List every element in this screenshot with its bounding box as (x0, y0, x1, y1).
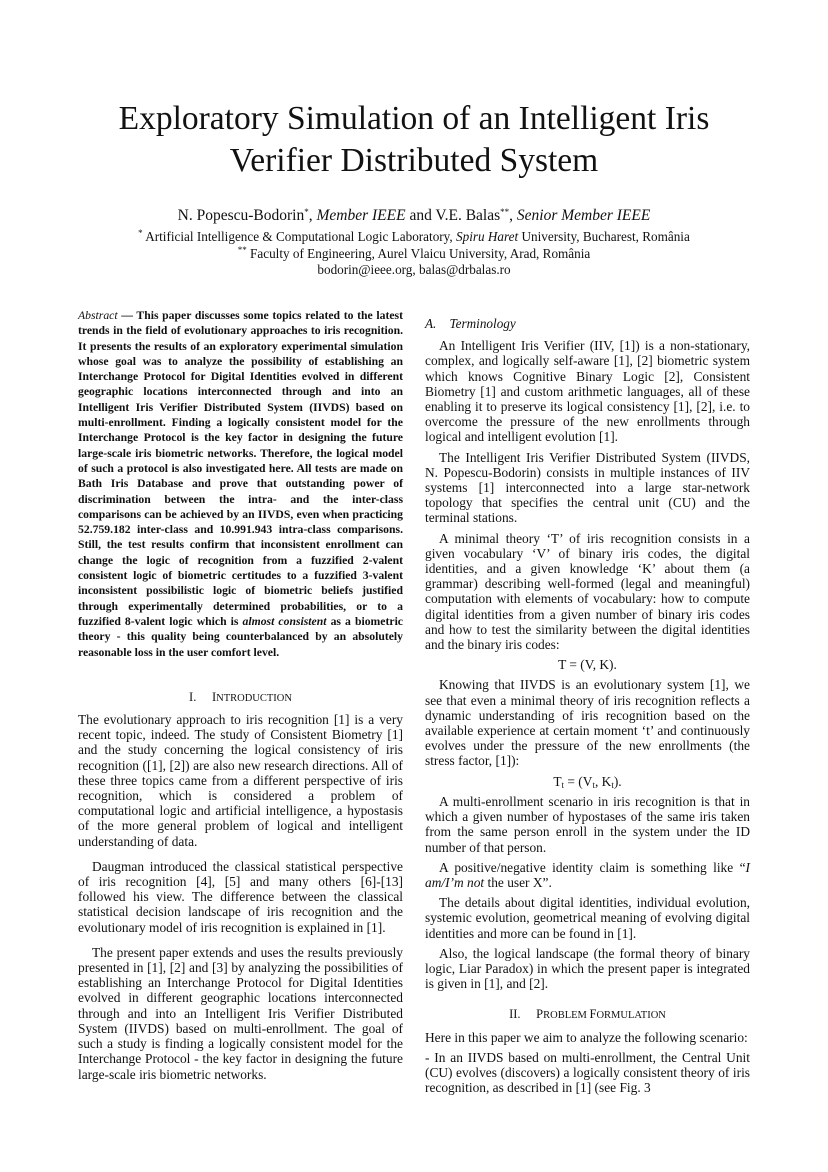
author-emails: bodorin@ieee.org, balas@drbalas.ro (317, 262, 511, 277)
paper-title (60, 98, 768, 182)
affiliation-2: ** Faculty of Engineering, Aurel Vlaicu University, Arad, România (237, 244, 591, 261)
formula-theory: T = (V, K). (558, 657, 617, 673)
affiliation-2-mark: ** (237, 244, 247, 255)
affiliations (40, 229, 788, 279)
terminology-paragraph-8: Also, the logical landscape (the formal theory of binary logic, Liar Paradox) in which the present paper is integrated is given in [1], and [2]. (425, 945, 750, 992)
problem-paragraph-2: - In an IIVDS based on multi-enrollment, the Central Unit (CU) evolves (discovers) a logically consistent theory of iris recognition, as described in [1] (see Fig. 3 (425, 1049, 750, 1096)
author-2-name: V.E. Balas (435, 207, 501, 224)
subsection-heading-terminology: A. Terminology (425, 316, 516, 331)
intro-paragraph-2: Daugman introduced the classical statistical perspective of iris recognition [4], [5] and many others [6]-[13] followed his view. The difference between the classical statistical decision landscape of iris recognition and the evolutionary model of iris recognition is explained in [1]. (78, 858, 403, 935)
left-column (78, 305, 403, 1087)
right-column (425, 305, 750, 1100)
abstract: Abstract — This paper discusses some topics related to the latest trends in the field of evolutionary approaches to iris recognition. It presents the results of an exploratory experimental simulation whose goal was to analyze the possibility of establishing an Interchange Protocol for Digital Identities evolved in different geographic locations interconnected through and into an Intelligent Iris Verifier Distributed System (IIVDS) based on multi-enrollment. Finding a logically consistent model for the Interchange Protocol is the key factor in designing the future large-scale iris biometric networks. Therefore, the logical model of such a protocol is also investigated here. All tests are made on Bath Iris Database and prove that outstanding power of discrimination between the intra- and the inter-class comparisons can be achieved by an IIVDS, even when practicing 52.759.182 inter-class and 10.991.943 intra-class comparisons. Still, the test results confirm that inconsistent enrollment can change the logic of recognition from a fuzzified 2-valent consistent logic of biometric certitudes to a fuzzified 3-valent inconsistent possibilistic logic of biometric beliefs justified through experimentally determined probabilities, or to a fuzzified 8-valent logic which is almost consistent as a biometric theory - this quality being counterbalanced by an absolutely reasonable loss in the user comfort level. (78, 309, 403, 659)
problem-paragraph-1: Here in this paper we aim to analyze the following scenario: (425, 1029, 748, 1045)
author-1-role: Member IEEE (316, 207, 406, 224)
author-and: and (405, 207, 436, 224)
section-heading-introduction: I. INTRODUCTION (189, 689, 292, 704)
author-2-role: Senior Member IEEE (516, 207, 651, 224)
abstract-label: Abstract (78, 309, 118, 322)
terminology-paragraph-7: The details about digital identities, individual evolution, systemic evolution, geometrical meaning of evolving digital identities and more can be found in [1]. (425, 895, 750, 941)
affiliation-1-mark: * (138, 228, 143, 238)
author-2-mark: ** (500, 207, 510, 217)
intro-paragraph-3: The present paper extends and uses the results previously presented in [1], [2] and [3] by analyzing the possibilities of establishing an Interchange Protocol for Digital Identities evolved in different geographic locations interconnected through and into an Intelligent Iris Verifier Distributed System (IIVDS) based on multi-enrollment. The goal of such a study is finding a logically consistent model for the Interchange Protocol - the key factor in designing the future large-scale iris biometric networks. (78, 944, 403, 1082)
terminology-paragraph-3: A minimal theory ‘T’ of iris recognition consists in a given vocabulary ‘V’ of binary iris codes, the digital identities, and a given knowledge ‘K’ about them (a grammar) describing well-formed (legal and meaningful) computation with elements of vocabulary: how to compute digital identities from a given number of binary iris codes and how to test the similarity between the digital identities and the binary iris codes: (425, 530, 750, 653)
terminology-paragraph-5: A multi-enrollment scenario in iris recognition is that in which a given number of hypostases of the same iris taken from the same person enroll in the system under the ID number of that person. (425, 793, 750, 855)
affiliation-1: * Artificial Intelligence & Computational Logic Laboratory, Spiru Haret University, Bucharest, România (138, 228, 690, 244)
formula-theory-at-t: $T_t = (V_t$, $K_t$). (553, 773, 622, 790)
author-line: N. Popescu-Bodorin*, Member IEEE and V.E. Balas**, Senior Member IEEE (177, 207, 651, 224)
terminology-paragraph-4: Knowing that IIVDS is an evolutionary system [1], we see that even a minimal theory of iris recognition reflects a dynamic understanding of iris recognition based on the available experience at certain moment ‘t’ and continuously evolves under the pressure of the new enrollments (the stress factor, [1]): (425, 677, 750, 769)
terminology-paragraph-2: The Intelligent Iris Verifier Distributed System (IIVDS, N. Popescu-Bodorin) consists in multiple instances of IIV systems [1] interconnected into a large star-network topology that specifies the central unit (CU) and the terminal stations. (425, 449, 750, 526)
terminology-paragraph-1: An Intelligent Iris Verifier (IIV, [1]) is a non-stationary, complex, and logically self-aware [1], [2] biometric system which knows Cognitive Binary Logic [2], Consistent Biometry [1] and custom arithmetic languages, all of these enabling it to preserve its logical consistency [1], [2], i.e. to overcome the pressure of the new enrollments through logical and intelligent evolution [1]. (425, 338, 750, 445)
author-1-mark: * (304, 207, 309, 217)
intro-paragraph-1: The evolutionary approach to iris recognition [1] is a very recent topic, indeed. The study of Consistent Biometry [1] and the study concerning the logical consistency of iris recognition ([1], [2]) are also new research directions. All of these three topics came from a different perspective of iris recognition, which is considered a problem of computational logic and artificial intelligence, a hypostasis of the more general problem of logical and intelligent understanding of data. (78, 712, 403, 849)
title-line-2: Verifier Distributed System (229, 142, 599, 179)
title-line-1: Exploratory Simulation of an Intelligent Iris (118, 100, 710, 137)
terminology-paragraph-6: A positive/negative identity claim is something like “I am/I’m not the user X”. (425, 859, 750, 890)
section-heading-problem-formulation: II. PROBLEM FORMULATION (509, 1007, 666, 1022)
author-1-name: N. Popescu-Bodorin (177, 207, 305, 224)
